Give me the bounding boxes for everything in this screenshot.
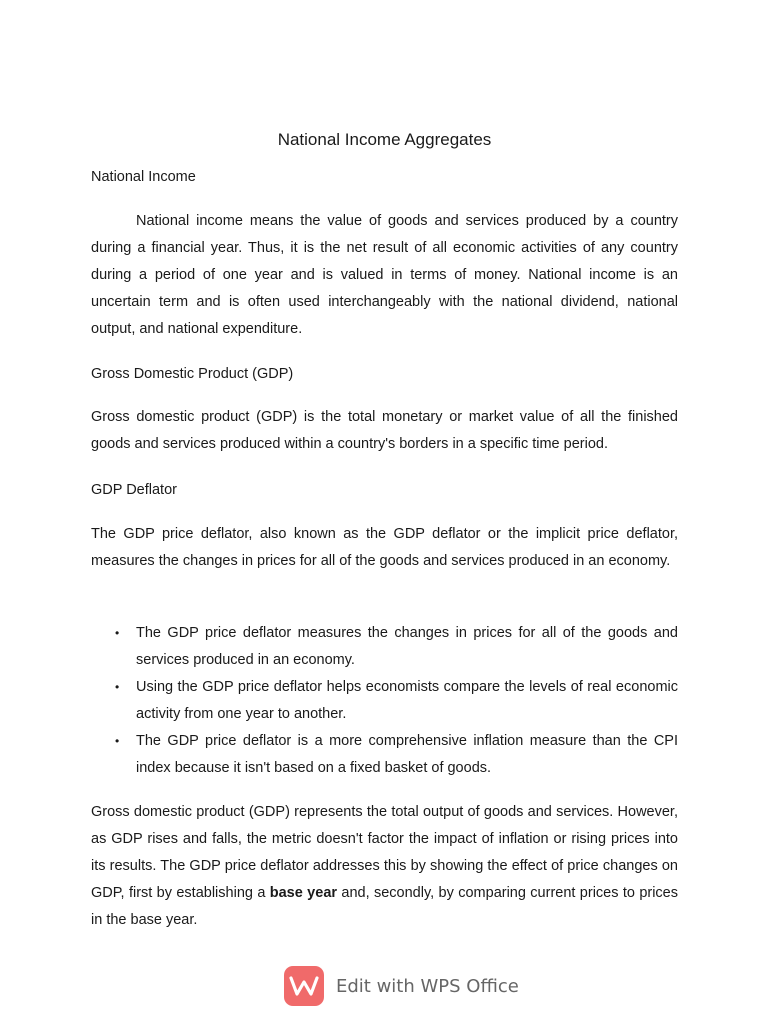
- wps-watermark[interactable]: [284, 964, 519, 1008]
- paragraph-gdp: Gross domestic product (GDP) is the total monetary or market value of all the finished goods and services produced within a country's borders in a specific time period.: [91, 409, 678, 452]
- list-item-text: Using the GDP price deflator helps economists compare the levels of real economic activity from one year to another.: [136, 679, 678, 722]
- heading-national-income: National Income: [91, 169, 196, 185]
- list-item-text: The GDP price deflator is a more comprehensive inflation measure than the CPI index because it isn't based on a fixed basket of goods.: [136, 733, 678, 776]
- base-year-term: base year: [269, 885, 338, 901]
- list-item-text: The GDP price deflator measures the changes in prices for all of the goods and services produced in an economy.: [136, 625, 678, 668]
- list-item: [91, 674, 678, 728]
- paragraph-national-income: National income means the value of goods and services produced by a country during a financial year. Thus, it is the net result of all economic activities of any country during a period of one year and is valued in terms of money. National income is an uncertain term and is often used interchangeably with the national dividend, national output, and national expenditure.: [91, 213, 678, 337]
- bullet-icon: •: [115, 680, 120, 694]
- list-item: [91, 728, 678, 782]
- wps-logo-icon: [284, 966, 324, 1006]
- paragraph-gdp-deflator: The GDP price deflator, also known as the GDP deflator or the implicit price deflator, measures the changes in prices for all of the goods and services produced in an economy.: [91, 526, 678, 569]
- bullet-list: [91, 620, 678, 782]
- bullet-icon: •: [115, 626, 120, 640]
- closing-text-part2: and, secondly, by comparing current prices to prices in the base year.: [91, 885, 678, 928]
- heading-gdp: Gross Domestic Product (GDP): [91, 366, 294, 382]
- document-title: National Income Aggregates: [277, 130, 492, 149]
- closing-text-part1: Gross domestic product (GDP) represents the total output of goods and services. However, as GDP rises and falls, the metric doesn't factor the impact of inflation or rising prices into its results. The GDP price deflator addresses this by showing the effect of price changes on GDP, first by establishing a: [91, 804, 678, 901]
- heading-gdp-deflator: GDP Deflator: [91, 482, 177, 498]
- bullet-icon: •: [115, 734, 120, 748]
- list-item: [91, 620, 678, 674]
- paragraph-gdp-closing: [91, 799, 678, 934]
- wps-w-glyph: [289, 975, 319, 997]
- wps-label: Edit with WPS Office: [336, 975, 519, 997]
